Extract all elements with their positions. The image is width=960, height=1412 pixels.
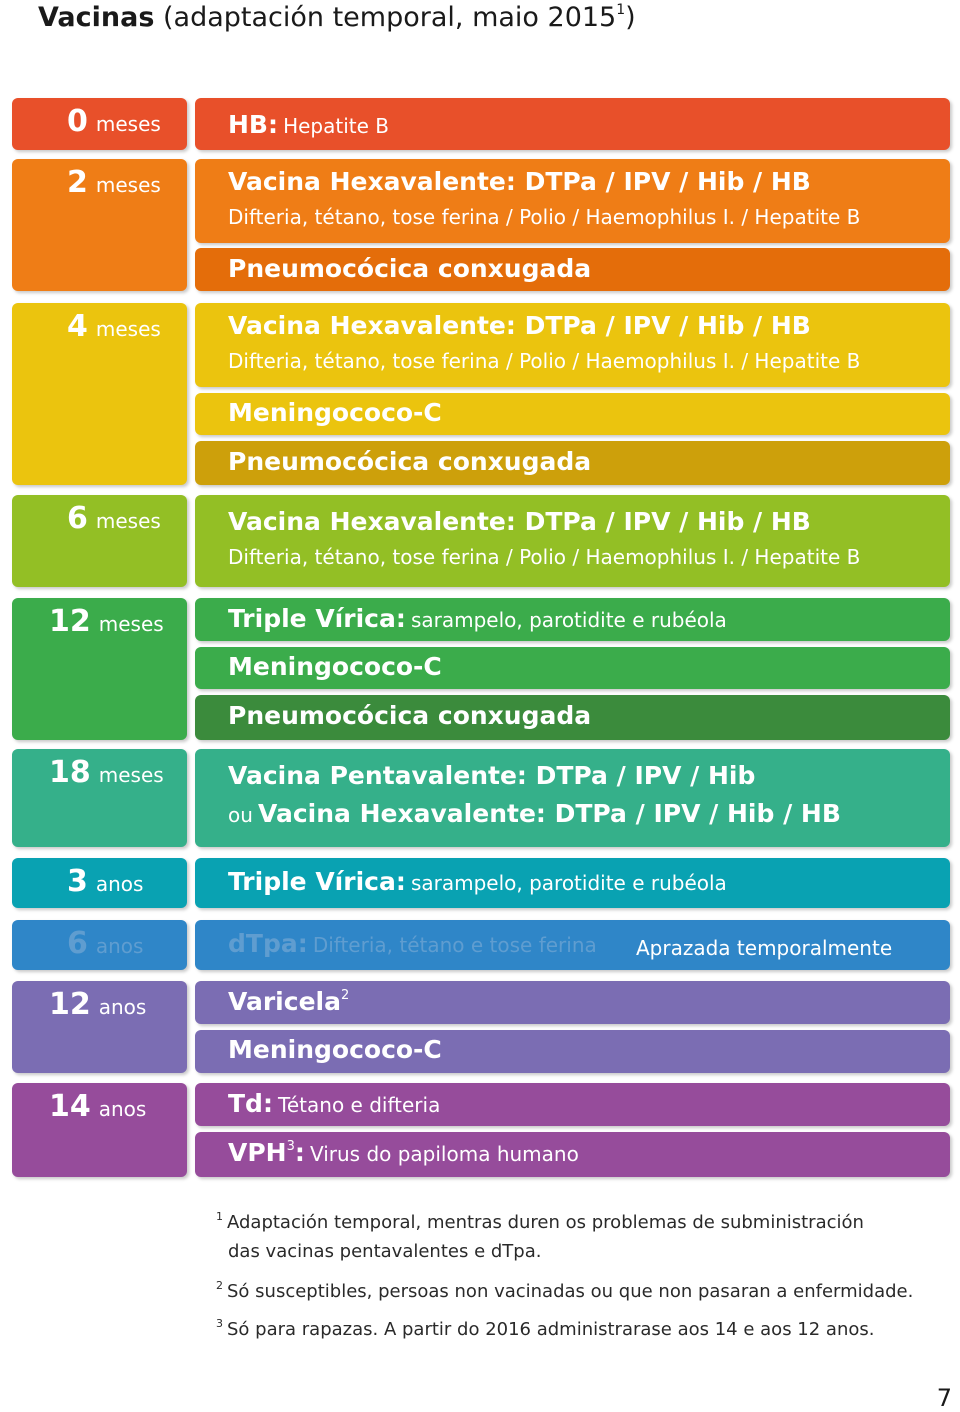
age-unit: meses	[95, 173, 161, 197]
age-block-14-anos	[12, 1083, 187, 1177]
footnote-text: Só susceptibles, persoas non vacinadas ou que non pasaran a enfermidade.	[227, 1281, 914, 1302]
vaccine-alternative-line	[228, 799, 841, 828]
vaccine-desc: Difteria, tétano e tose ferina	[312, 933, 597, 957]
page-title	[38, 2, 636, 33]
age-number: 6	[67, 926, 88, 961]
vaccine-name: Pneumocócica conxugada	[228, 701, 592, 730]
vaccine-abbr: Td:	[228, 1089, 273, 1118]
vaccine-name-alternative: Vacina Hexavalente: DTPa / IPV / Hib / HB	[258, 799, 841, 828]
vaccine-desc: Virus do papiloma humano	[309, 1142, 579, 1166]
vaccine-subtitle: Difteria, tétano, tose ferina / Polio / Haemophilus I. / Hepatite B	[228, 545, 861, 569]
vaccine-line	[228, 110, 389, 139]
vaccine-vph-14a	[195, 1132, 950, 1177]
age-unit: anos	[95, 872, 144, 896]
age-number: 4	[67, 309, 88, 344]
vaccine-line	[228, 167, 811, 196]
vaccine-name: Triple Vírica:	[228, 867, 406, 896]
vaccine-triple-virica-3a	[195, 858, 950, 908]
vaccine-desc: sarampelo, parotidite e rubéola	[410, 871, 727, 895]
vaccine-subtitle: Difteria, tétano, tose ferina / Polio / Haemophilus I. / Hepatite B	[228, 205, 861, 229]
age-label	[67, 165, 161, 200]
age-label	[49, 987, 146, 1022]
vaccine-hexavalente-6m	[195, 495, 950, 587]
footnote-text-continued: das vacinas pentavalentes e dTpa.	[228, 1241, 542, 1262]
footnote-mark: 2	[216, 1279, 223, 1292]
vaccine-line	[228, 1138, 579, 1167]
vaccine-dtpa-6a	[195, 920, 950, 970]
vaccine-abbr: VPH	[228, 1138, 287, 1167]
age-label	[49, 604, 164, 639]
age-label	[49, 755, 164, 790]
age-number: 3	[67, 864, 88, 899]
vaccine-name: Meningococo-C	[228, 1035, 442, 1064]
footnote-text: Só para rapazas. A partir do 2016 administrarase aos 14 e aos 12 anos.	[227, 1319, 875, 1340]
age-unit: meses	[98, 612, 164, 636]
vaccine-name: Pneumocócica conxugada	[228, 447, 592, 476]
vaccine-name: Vacina Hexavalente: DTPa / IPV / Hib / HB	[228, 167, 811, 196]
title-footnote-mark: 1	[616, 2, 626, 18]
page-number: 7	[936, 1384, 952, 1412]
age-number: 2	[67, 165, 88, 200]
footnote-2	[216, 1279, 913, 1302]
footnote-text: Adaptación temporal, mentras duren os problemas de subministración	[227, 1212, 864, 1233]
vaccine-line	[228, 1089, 440, 1118]
vaccine-abbr: HB:	[228, 110, 278, 139]
title-bold: Vacinas	[38, 2, 155, 33]
age-unit: meses	[95, 112, 161, 136]
vaccine-line	[228, 311, 811, 340]
vaccine-desc: Hepatite B	[283, 114, 389, 138]
vaccine-or: ou	[228, 803, 253, 827]
vaccine-meningococo-c-12m	[195, 647, 950, 689]
vaccine-pneumococica-2m	[195, 248, 950, 291]
age-block-12-anos	[12, 981, 187, 1073]
age-block-3-anos	[12, 858, 187, 908]
vaccine-line	[228, 507, 811, 536]
vaccine-desc: Tétano e difteria	[278, 1093, 441, 1117]
vaccine-pneumococica-12m	[195, 695, 950, 740]
title-rest: (adaptación temporal, maio 2015	[154, 2, 617, 33]
vaccine-meningococo-c-4m	[195, 393, 950, 435]
age-label	[49, 1089, 146, 1124]
vaccine-meningococo-c-12a	[195, 1030, 950, 1073]
age-unit: meses	[98, 763, 164, 787]
age-number: 12	[49, 987, 91, 1022]
age-label	[67, 926, 143, 961]
age-unit: anos	[98, 1097, 147, 1121]
footnote-mark: 2	[340, 988, 350, 1003]
footnote-1	[216, 1210, 864, 1262]
age-number: 18	[49, 755, 91, 790]
vaccine-hexavalente-4m	[195, 303, 950, 387]
age-label	[67, 501, 161, 536]
vaccine-line	[228, 929, 597, 958]
vaccine-name: Meningococo-C	[228, 398, 442, 427]
title-close: )	[625, 2, 636, 33]
age-number: 12	[49, 604, 91, 639]
age-block-0-meses	[12, 98, 187, 150]
footnote-mark: 1	[216, 1210, 223, 1223]
age-block-2-meses	[12, 159, 187, 291]
age-number: 0	[67, 104, 88, 139]
vaccine-line	[228, 701, 591, 730]
vaccine-line	[228, 652, 442, 681]
age-label	[67, 104, 161, 139]
vaccine-hexavalente-2m	[195, 159, 950, 243]
footnote-mark: 3	[216, 1317, 223, 1330]
age-unit: meses	[95, 317, 161, 341]
age-block-6-anos	[12, 920, 187, 970]
vaccine-hb	[195, 98, 950, 150]
footnote-mark: 3	[286, 1139, 295, 1154]
vaccine-line	[228, 987, 349, 1016]
age-unit: anos	[98, 995, 147, 1019]
vaccine-line	[228, 254, 591, 283]
age-block-12-meses	[12, 598, 187, 740]
vaccine-name: Varicela	[228, 987, 341, 1016]
vaccine-subtitle: Difteria, tétano, tose ferina / Polio / Haemophilus I. / Hepatite B	[228, 349, 861, 373]
age-block-6-meses	[12, 495, 187, 587]
vaccine-name: Vacina Hexavalente: DTPa / IPV / Hib / HB	[228, 507, 811, 536]
vaccine-td-14a	[195, 1083, 950, 1126]
vaccine-name: Vacina Pentavalente: DTPa / IPV / Hib	[228, 761, 756, 790]
vaccine-line	[228, 761, 755, 790]
vaccine-name: Triple Vírica:	[228, 604, 406, 633]
vaccine-name: Vacina Hexavalente: DTPa / IPV / Hib / HB	[228, 311, 811, 340]
vaccine-pentavalente-18m	[195, 749, 950, 847]
age-block-18-meses	[12, 749, 187, 847]
vaccine-line	[228, 867, 727, 896]
vaccine-line	[228, 447, 591, 476]
age-number: 14	[49, 1089, 91, 1124]
age-unit: anos	[95, 934, 144, 958]
vaccine-name: Meningococo-C	[228, 652, 442, 681]
age-label	[67, 309, 161, 344]
vaccine-line	[228, 1035, 442, 1064]
vaccine-abbr: dTpa:	[228, 929, 308, 958]
vaccine-line	[228, 398, 442, 427]
age-block-4-meses	[12, 303, 187, 485]
vaccine-line	[228, 604, 727, 633]
footnote-3	[216, 1317, 874, 1340]
vaccine-abbr-colon: :	[294, 1138, 305, 1167]
vaccine-varicela-12a	[195, 981, 950, 1024]
vaccine-pneumococica-4m	[195, 441, 950, 485]
age-number: 6	[67, 501, 88, 536]
vaccine-desc: sarampelo, parotidite e rubéola	[410, 608, 727, 632]
vaccine-triple-virica-12m	[195, 598, 950, 641]
postponed-note: Aprazada temporalmente	[636, 936, 893, 960]
age-label	[67, 864, 143, 899]
age-unit: meses	[95, 509, 161, 533]
vaccine-name: Pneumocócica conxugada	[228, 254, 592, 283]
